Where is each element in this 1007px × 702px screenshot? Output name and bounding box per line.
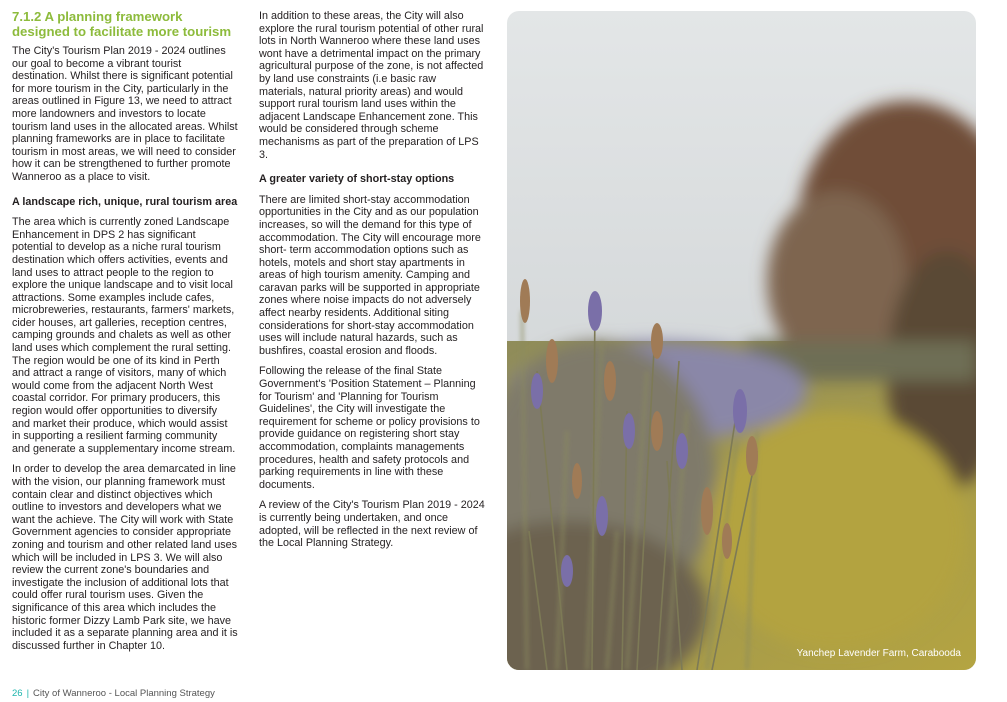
- paragraph-tourism-plan: The City's Tourism Plan 2019 - 2024 outlines our goal to become a vibrant tourist destination. Whilst there is significant potential for more tourism in the City, particularly in the areas outlined in Figure 13, we need to attract more landowners and investors to locate tourism land uses in the allocated areas. Whilst planning frameworks are in place to facilitate tourism in most areas, we will need to consider how it can be strengthened to further promote Wanneroo as a place to visit.: [12, 45, 238, 183]
- paragraph-position-statement: Following the release of the final State Government's 'Position Statement – Planning for Tourism' and 'Planning for Tourism Guidelines', the City will investigate the requirement for scheme or policy provisions to provide guidance on registering short stay accommodation, complaints managements procedures, health and safety protocols and parking requirements in line with these documents.: [259, 365, 480, 491]
- document-title: City of Wanneroo - Local Planning Strategy: [33, 688, 215, 699]
- page-number: 26: [12, 688, 23, 699]
- column-left: [12, 10, 238, 660]
- section-heading: 7.1.2 A planning framework designed to facilitate more tourism: [12, 9, 232, 39]
- subheading-rural-tourism: A landscape rich, unique, rural tourism area: [12, 195, 238, 208]
- footer-separator: |: [26, 688, 30, 699]
- paragraph-landscape-enhancement: The area which is currently zoned Landscape Enhancement in DPS 2 has significant potential to develop as a niche rural tourism destination which offers activities, events and land uses to attract people to the region to explore the unique landscape and to visit local attractions. Some examples include cafes, microbreweries, restaurants, farmers' markets, cider houses, art galleries, reception centres, camping grounds and chalets as well as other land uses which complement the rural setting. The region would be one of its kind in Perth and attract a range of visitors, many of which would come from the adjacent North West coastal corridor. For primary producers, this region would offer opportunities to diversify and market their produce, which would assist in supporting a resilient farming community and generate a supplementary income stream.: [12, 216, 236, 455]
- column-middle: [259, 10, 485, 558]
- paragraph-planning-framework: In order to develop the area demarcated in line with the vision, our planning framework must contain clear and distinct objectives which outline to investors and developers what we want the achieve. The City will work with State Government agencies to consider appropriate zoning and tourism and other related land uses which will be included in LPS 3. We will also review the current zone's boundaries and investigate the inclusion of additional lots that could offer rural tourism uses. Given the significance of this area which includes the historic former Dizzy Lamb Park site, we have included it as a separate planning area and it is discussed further in Chapter 10.: [12, 463, 238, 652]
- lavender-photo: [507, 11, 976, 670]
- page-footer: [12, 688, 215, 699]
- paragraph-north-wanneroo: In addition to these areas, the City will also explore the rural tourism potential of other rural lots in North Wanneroo where these land uses wont have a detrimental impact on the primary agricultural purpose of the zone, is not affected by land use constraints (i.e basic raw materials, natural priority areas) and would support rural tourism land uses within the adjacent Landscape Enhancement zone. This would be considered through scheme mechanisms as part of the preparation of LPS 3.: [259, 10, 484, 161]
- photo-caption: Yanchep Lavender Farm, Carabooda: [796, 648, 961, 659]
- paragraph-plan-review: A review of the City's Tourism Plan 2019 - 2024 is currently being undertaken, and once adopted, will be reflected in the next review of the Local Planning Strategy.: [259, 499, 485, 550]
- subheading-short-stay: A greater variety of short-stay options: [259, 173, 455, 186]
- paragraph-short-stay: There are limited short-stay accommodation opportunities in the City and as our population increases, so will the demand for this type of accommodation. The City will encourage more short- term accommodation options such as hotels, motels and short stay apartments in areas of high tourism amenity. Camping and caravan parks will be supported in appropriate zones where noise impacts do not adversely affect nearby residents. Additional siting considerations for short-stay accommodation uses will include natural hazards, such as bushfires, coastal erosion and floods.: [259, 193, 481, 357]
